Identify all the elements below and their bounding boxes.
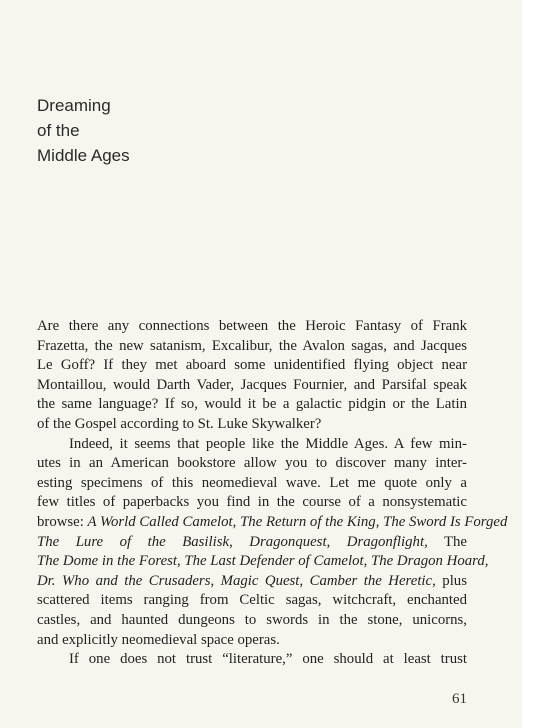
text-line: esting specimens of this neomedieval wave. Let me quote only a — [37, 474, 467, 491]
book-title: Dragonflight — [346, 533, 425, 550]
margin-strip — [522, 0, 545, 728]
text-line: Dr. Who and the Crusaders, Magic Quest, Camber the Heretic, plus — [37, 572, 467, 589]
book-title: A World Called Camelot — [87, 513, 233, 530]
book-title: The Dragon Hoard — [371, 553, 485, 570]
chapter-title-line: Middle Ages — [37, 146, 130, 165]
body-text — [37, 317, 508, 670]
chapter-title-line: of the — [37, 121, 80, 140]
text-line: Le Goff? If they met aboard some unidentified flying object near — [37, 357, 467, 374]
text-line: The Dome in the Forest, The Last Defender of Camelot, The Dragon Hoard, — [37, 553, 489, 570]
text-line: Indeed, it seems that people like the Middle Ages. A few min- — [69, 435, 467, 452]
book-title: The Lure of the Basilisk — [37, 533, 230, 550]
text-line: The Lure of the Basilisk, Dragonquest, Dragonflight, The — [37, 533, 468, 550]
text-line: Frazetta, the new satanism, Excalibur, the Avalon sagas, and Jacques — [37, 337, 467, 354]
chapter-title-line: Dreaming — [37, 96, 111, 115]
book-title: The Dome in the Forest — [37, 553, 177, 570]
book-title: Dr. Who and the Crusaders — [37, 572, 211, 589]
text-line: few titles of paperbacks you find in the course of a nonsystematic — [37, 494, 467, 511]
text-line: scattered items ranging from Celtic sagas, witchcraft, enchanted — [37, 592, 467, 609]
text-run: browse: — [37, 513, 88, 530]
book-title: Camber the Heretic — [309, 572, 433, 589]
page-number: 61 — [452, 691, 467, 707]
text-line: the same language? If so, would it be a galactic pidgin or the Latin — [37, 396, 467, 413]
text-line: browse: A World Called Camelot, The Return of the King, The Sword Is Forged — [37, 513, 508, 530]
book-title: The Return of the King — [240, 513, 376, 530]
text-line: Montaillou, would Darth Vader, Jacques Fournier, and Parsifal speak — [37, 376, 467, 393]
book-title: The Sword Is Forged — [383, 513, 508, 530]
chapter-title — [37, 93, 130, 168]
text-line: Are there any connections between the Heroic Fantasy of Frank — [37, 318, 467, 334]
text-line: castles, and haunted dungeons to swords in the stone, unicorns, — [37, 611, 467, 628]
text-line: of the Gospel according to St. Luke Skywalker? — [37, 415, 322, 432]
book-title: Dragonquest — [249, 533, 327, 550]
text-line: and explicitly neomedieval space operas. — [37, 631, 280, 648]
book-title: Magic Quest — [220, 572, 300, 589]
book-title: The Last Defender of Camelot — [184, 553, 364, 570]
text-run: plus — [442, 572, 467, 589]
text-line: utes in an American bookstore allow you to discover many inter- — [37, 455, 467, 472]
text-line: If one does not trust “literature,” one should at least trust — [69, 651, 467, 668]
